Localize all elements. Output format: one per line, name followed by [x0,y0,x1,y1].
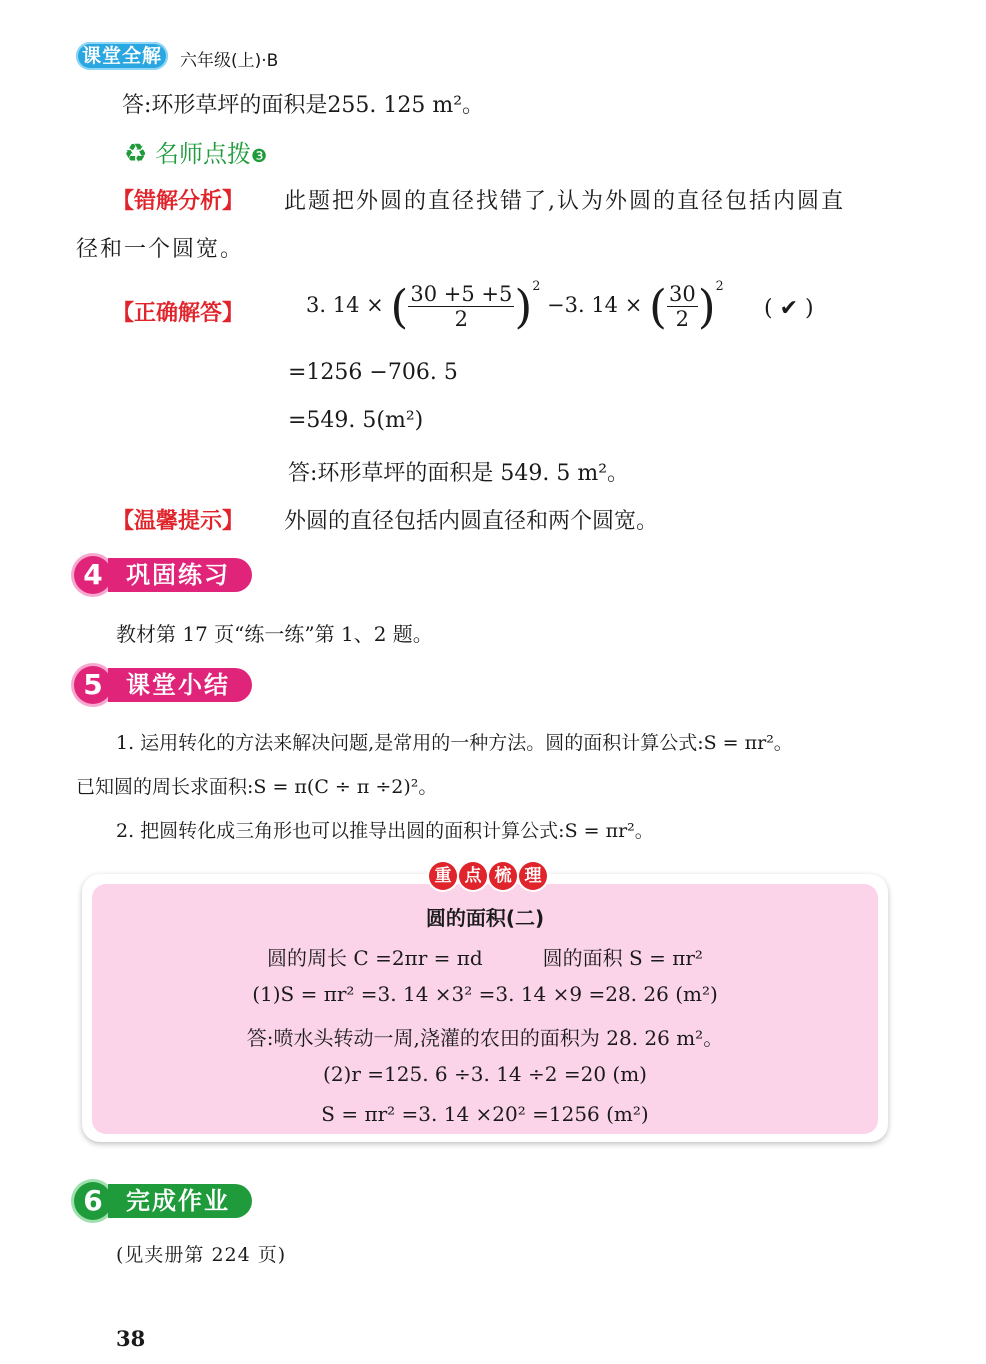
box-line-4: (2)r =125. 6 ÷3. 14 ÷2 =20 (m) [323,1062,647,1086]
section-5-number: 5 [74,666,112,704]
box-title: 圆的面积(二) [425,906,545,930]
section-4-header [74,556,252,594]
recycle-icon: ♻ [124,139,148,169]
page-number: 38 [116,1326,146,1351]
tips-heading [124,134,267,169]
section-6-number: 6 [74,1182,112,1220]
box-line-5: S = πr² =3. 14 ×20² =1256 (m²) [321,1102,649,1126]
correct-expression: 3. 14 × ( $\frac{30 +5 +5}{2}$ )$^2$ −3. 14 × ( $\frac{30}{2}$ )$^2$ [306,278,724,334]
key-points-badge: 重 点 梳 理 [428,862,548,890]
error-label: 【错解分析】 [112,189,245,214]
warm-text: 外圆的直径包括内圆直径和两个圆宽。 [284,509,659,534]
error-text-2: 径和一个圆宽。 [76,237,245,262]
step-2: =549. 5(m²) [288,408,424,433]
brand-badge: 课堂全解 [76,42,168,70]
section-4-label: 巩固练习 [108,558,252,592]
section-6-header [74,1182,252,1220]
step-1: =1256 −706. 5 [288,360,458,385]
check-mark [764,296,814,321]
summary-2: 2. 把圆转化成三角形也可以推导出圆的面积计算公式:S = πr²。 [116,820,654,842]
box-line-3: 答:喷水头转动一周,浇灌的农田的面积为 28. 26 m²。 [246,1026,724,1050]
correct-label: 【正确解答】 [112,301,245,326]
box-line-2: (1)S = πr² =3. 14 ×3² =3. 14 ×9 =28. 26 (m²) [252,982,718,1006]
section-6-label: 完成作业 [108,1184,252,1218]
box-line-1: 圆的周长 C =2πr = πd 圆的面积 S = πr² [267,946,703,970]
section-5-header [74,666,252,704]
warm-label: 【温馨提示】 [112,509,245,534]
section-5-label: 课堂小结 [108,668,252,702]
section-4-number: 4 [74,556,112,594]
error-text-1: 此题把外圆的直径找错了,认为外圆的直径包括内圆直 [284,189,845,214]
summary-1b: 已知圆的周长求面积:S = π(C ÷ π ÷2)²。 [76,776,438,798]
check-icon: ( ✔ ) [764,296,814,321]
answer-line-1: 答:环形草坪的面积是255. 125 m²。 [122,93,485,118]
grade-subtitle: 六年级(上)·B [180,51,279,71]
practice-text: 教材第 17 页“练一练”第 1、2 题。 [116,622,433,646]
expr-part-mid: −3. 14 × [547,293,643,317]
tips-title: 名师点拨 [154,140,251,168]
homework-text: (见夹册第 224 页) [116,1244,287,1266]
summary-1a: 1. 运用转化的方法来解决问题,是常用的一种方法。圆的面积计算公式:S = πr²。 [116,732,793,754]
tips-badge: ❸ [250,146,268,167]
fraction-2: $\frac{30}{2}$ [668,282,696,331]
answer-line-2: 答:环形草坪的面积是 549. 5 m²。 [288,461,630,486]
expr-part-a: 3. 14 × [306,293,384,317]
fraction-1: $\frac{30 +5 +5}{2}$ [410,282,513,331]
